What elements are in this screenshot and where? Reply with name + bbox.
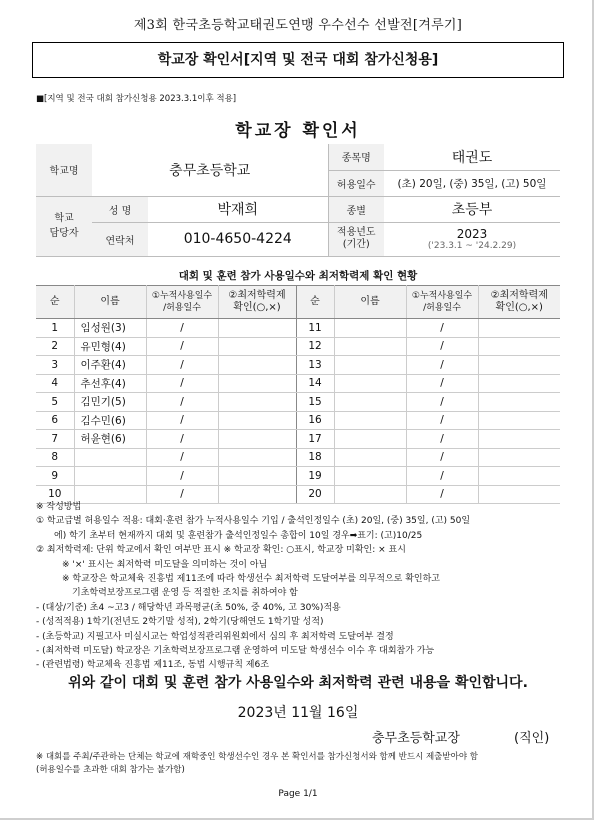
achievement-check <box>478 337 560 356</box>
achievement-check <box>218 467 296 486</box>
participation-table <box>36 285 560 504</box>
note-line: - (초등학교) 지필고사 미실시교는 학업성적관리위원회에서 심의 후 최저학력 도달여부 결정 <box>36 631 394 642</box>
used-days: / <box>146 467 218 486</box>
student-name <box>334 393 406 412</box>
row-number: 4 <box>36 374 74 393</box>
achievement-check <box>478 374 560 393</box>
note-line: ※ 작성방법 <box>36 502 82 512</box>
row-number: 14 <box>296 374 334 393</box>
student-name: 유민형(4) <box>74 337 146 356</box>
note-line: - (대상/기준) 초4 ~고3 / 해당학년 과목평균(초 50%, 중 40%, 고 30%)적용 <box>36 602 341 613</box>
student-name <box>334 374 406 393</box>
school-label: 학교명 <box>36 144 92 196</box>
category-value: 초등부 <box>384 196 560 222</box>
table-row <box>36 448 560 467</box>
allow-days-label: 허용일수 <box>328 170 384 196</box>
achievement-check <box>218 337 296 356</box>
student-name <box>334 448 406 467</box>
used-days: / <box>146 356 218 375</box>
row-number: 1 <box>36 319 74 338</box>
header-days: ①누적사용일수 /허용일수 <box>146 286 218 319</box>
achievement-check <box>218 393 296 412</box>
student-name: 임성원(3) <box>74 319 146 338</box>
used-days: / <box>146 430 218 449</box>
row-number: 7 <box>36 430 74 449</box>
achievement-check <box>478 467 560 486</box>
table-row <box>36 411 560 430</box>
note-line: - (관련법령) 학교체육 진흥법 제11조, 동법 시행규칙 제6조 <box>36 660 269 671</box>
year-period: ('23.3.1 ~ '24.2.29) <box>427 241 517 251</box>
note-line: - (성적적용) 1학기(전년도 2학기말 성적), 2학기(당해연도 1학기말 성적) <box>36 617 324 628</box>
used-days: / <box>406 374 478 393</box>
used-days: / <box>146 319 218 338</box>
row-number: 10 <box>36 485 74 504</box>
student-name <box>334 430 406 449</box>
name-value: 박재희 <box>148 196 328 222</box>
row-number: 9 <box>36 467 74 486</box>
name-label: 성 명 <box>92 196 148 222</box>
table-row <box>36 356 560 375</box>
row-number: 18 <box>296 448 334 467</box>
table-row <box>36 393 560 412</box>
info-table <box>36 144 560 257</box>
achievement-check <box>218 430 296 449</box>
student-name: 김민기(5) <box>74 393 146 412</box>
achievement-check <box>478 411 560 430</box>
used-days: / <box>406 448 478 467</box>
section-title: 대회 및 훈련 참가 사용일수와 최저학력제 확인 현황 <box>178 270 418 282</box>
note-line: - (최저학력 미도달) 학교장은 기초학력보장프로그램 운영하여 미도달 학생선수 이수 후 대회참가 가능 <box>36 646 435 657</box>
achievement-check <box>218 374 296 393</box>
achievement-check <box>478 356 560 375</box>
student-name <box>334 319 406 338</box>
event-value: 태권도 <box>384 144 560 170</box>
row-number: 15 <box>296 393 334 412</box>
row-number: 8 <box>36 448 74 467</box>
table-row <box>36 337 560 356</box>
achievement-check <box>218 319 296 338</box>
student-name: 이주환(4) <box>74 356 146 375</box>
student-name: 김수민(6) <box>74 411 146 430</box>
application-tag: ■[지역 및 전국 대회 참가신청용 2023.3.1이후 적용] <box>36 94 237 104</box>
table-row <box>36 430 560 449</box>
row-number: 5 <box>36 393 74 412</box>
used-days: / <box>146 448 218 467</box>
student-name <box>334 411 406 430</box>
used-days: / <box>146 485 218 504</box>
student-name: 허윤현(6) <box>74 430 146 449</box>
row-number: 16 <box>296 411 334 430</box>
header-check: ②최저학력제 확인(○,×) <box>218 286 296 319</box>
header-no-2: 순 <box>296 286 334 319</box>
row-number: 20 <box>296 485 334 504</box>
header-name-2: 이름 <box>334 286 406 319</box>
used-days: / <box>406 411 478 430</box>
manager-label: 학교 담당자 <box>36 196 92 256</box>
used-days: / <box>406 337 478 356</box>
row-number: 6 <box>36 411 74 430</box>
year-value: 2023 <box>456 227 488 241</box>
contact-value: 010-4650-4224 <box>148 222 328 256</box>
school-value: 충무초등학교 <box>92 144 328 196</box>
note-line: ② 최저학력제: 단위 학교에서 확인 여부만 표시 ※ 학교장 확인: ○표시, 학교장 미확인: × 표시 <box>36 545 406 556</box>
event-label: 종목명 <box>328 144 384 170</box>
used-days: / <box>146 393 218 412</box>
header-no: 순 <box>36 286 74 319</box>
note-line: ※ '×' 표시는 최저학력 미도달을 의미하는 것이 아님 <box>62 559 268 570</box>
form-heading: 학교장 확인서 <box>235 121 361 141</box>
achievement-check <box>218 411 296 430</box>
used-days: / <box>406 319 478 338</box>
achievement-check <box>218 448 296 467</box>
used-days: / <box>406 356 478 375</box>
used-days: / <box>406 467 478 486</box>
footnote <box>36 751 576 776</box>
used-days: / <box>146 411 218 430</box>
used-days: / <box>406 430 478 449</box>
header-check-2: ②최저학력제 확인(○,×) <box>478 286 560 319</box>
used-days: / <box>406 393 478 412</box>
student-name <box>74 467 146 486</box>
student-name <box>334 337 406 356</box>
used-days: / <box>146 374 218 393</box>
row-number: 2 <box>36 337 74 356</box>
student-name: 추선후(4) <box>74 374 146 393</box>
issue-date: 2023년 11월 16일 <box>237 705 359 721</box>
document-title: 제3회 한국초등학교태권도연맹 우수선수 선발전[겨루기] <box>133 18 463 33</box>
row-number: 12 <box>296 337 334 356</box>
footnote-line: (허용일수를 초과한 대회 참가는 불가함) <box>36 764 185 775</box>
row-number: 19 <box>296 467 334 486</box>
header-days-2: ①누적사용일수 /허용일수 <box>406 286 478 319</box>
category-label: 종별 <box>328 196 384 222</box>
achievement-check <box>478 319 560 338</box>
achievement-check <box>218 356 296 375</box>
used-days: / <box>146 337 218 356</box>
year-label: 적용년도 (기간) <box>328 222 384 256</box>
allow-days-value: (초) 20일, (중) 35일, (고) 50일 <box>384 170 560 196</box>
student-name <box>334 356 406 375</box>
row-number: 17 <box>296 430 334 449</box>
row-number: 3 <box>36 356 74 375</box>
achievement-check <box>478 448 560 467</box>
used-days: / <box>406 485 478 504</box>
table-row <box>36 374 560 393</box>
contact-label: 연락처 <box>92 222 148 256</box>
table-row <box>36 319 560 338</box>
year-cell <box>384 222 560 256</box>
achievement-check <box>478 393 560 412</box>
official-seal-label: (직인) <box>514 731 550 746</box>
note-line: ※ 학교장은 학교체육 진흥법 제11조에 따라 학생선수 최저학력 도달여부를 의무적으로 확인하고 <box>62 574 440 585</box>
main-title-box: 학교장 확인서[지역 및 전국 대회 참가신청용] <box>32 42 564 78</box>
table-row <box>36 467 560 486</box>
note-line: ① 학교급별 허용일수 적용: 대회·훈련 참가 누적사용일수 기입 / 출석인정일수 (초) 20일, (중) 35일, (고) 50일 <box>36 516 471 527</box>
achievement-check <box>478 430 560 449</box>
note-line: 기초학력보장프로그램 운영 등 적절한 조치를 취하여야 함 <box>72 588 298 599</box>
principal-signature: 충무초등학교장 <box>372 731 460 746</box>
note-line: 에) 학기 초부터 현재까지 대회 및 훈련참가 출석인정일수 총합이 10일 경우➡표기: (고)10/25 <box>54 530 423 541</box>
student-name <box>334 467 406 486</box>
header-name: 이름 <box>74 286 146 319</box>
page-number: Page 1/1 <box>278 789 318 799</box>
notes-section <box>36 500 576 673</box>
row-number: 13 <box>296 356 334 375</box>
confirmation-statement: 위와 같이 대회 및 훈련 참가 사용일수와 최저학력 관련 내용을 확인합니다. <box>68 675 528 691</box>
footnote-line: ※ 대회를 주최/주관하는 단체는 학교에 재학중인 학생선수인 경우 본 확인서를 참가신청서와 함께 반드시 제출받아야 함 <box>36 752 478 762</box>
student-name <box>74 448 146 467</box>
row-number: 11 <box>296 319 334 338</box>
